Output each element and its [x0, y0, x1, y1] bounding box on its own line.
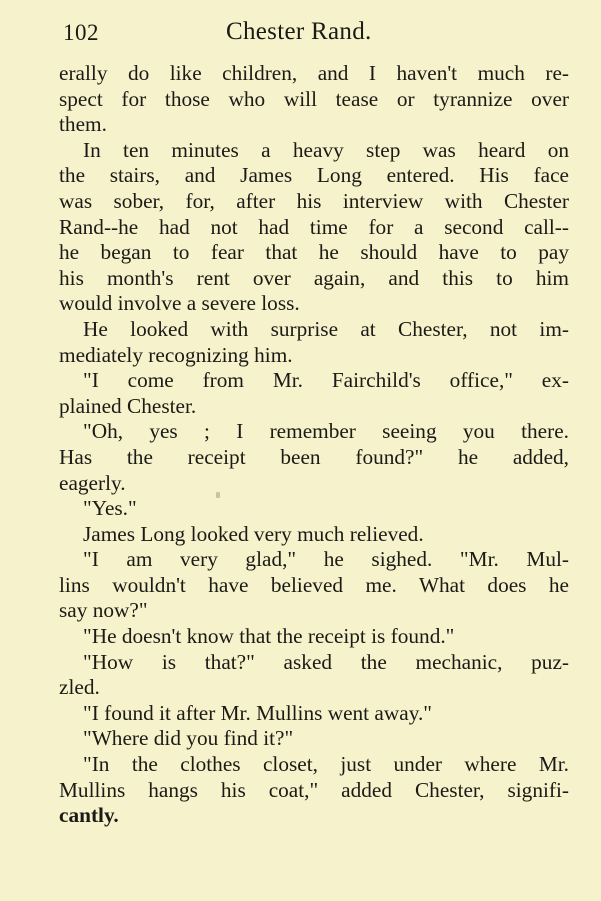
text-line: James Long looked very much relieved.: [83, 521, 424, 546]
text-line: zled.: [59, 675, 100, 700]
text-line: "I found it after Mr. Mullins went away.": [83, 700, 432, 725]
text-line: Has the receipt been found?" he added,: [59, 444, 569, 469]
text-line: He looked with surprise at Chester, not im-: [83, 316, 569, 341]
text-line: he began to fear that he should have to pay: [59, 240, 569, 265]
text-line: would involve a severe loss.: [59, 291, 300, 316]
text-line: lins wouldn't have believed me. What does he: [59, 572, 569, 597]
text-line: them.: [59, 112, 107, 137]
text-line: was sober, for, after his interview with Chester: [59, 188, 569, 213]
text-line: "I am very glad," he sighed. "Mr. Mul-: [83, 547, 569, 572]
page-number: 102: [63, 20, 99, 45]
text-line: Mullins hangs his coat," added Chester, signifi-: [59, 777, 569, 802]
text-line: "In the clothes closet, just under where Mr.: [83, 752, 569, 777]
text-line: his month's rent over again, and this to him: [59, 265, 569, 290]
text-line: "Yes.": [83, 496, 137, 521]
body-text: [59, 61, 569, 829]
paper-speck: [216, 492, 220, 498]
page-header: [63, 18, 583, 58]
text-line: Rand--he had not had time for a second call--: [59, 214, 569, 239]
text-line: say now?": [59, 598, 148, 623]
text-line: mediately recognizing him.: [59, 342, 293, 367]
text-line: "Oh, yes ; I remember seeing you there.: [83, 419, 569, 444]
text-line: cantly.: [59, 803, 119, 828]
running-title: Chester Rand.: [226, 18, 372, 45]
text-line: "I come from Mr. Fairchild's office," ex-: [83, 368, 569, 393]
text-line: the stairs, and James Long entered. His face: [59, 163, 569, 188]
text-line: erally do like children, and I haven't much re-: [59, 61, 569, 85]
text-line: In ten minutes a heavy step was heard on: [83, 137, 569, 162]
text-line: "How is that?" asked the mechanic, puz-: [83, 649, 569, 674]
text-line: eagerly.: [59, 470, 126, 495]
text-line: "Where did you find it?": [83, 726, 294, 751]
text-line: "He doesn't know that the receipt is found.": [83, 624, 455, 649]
text-line: spect for those who will tease or tyrannize over: [59, 86, 569, 111]
text-line: plained Chester.: [59, 393, 197, 418]
